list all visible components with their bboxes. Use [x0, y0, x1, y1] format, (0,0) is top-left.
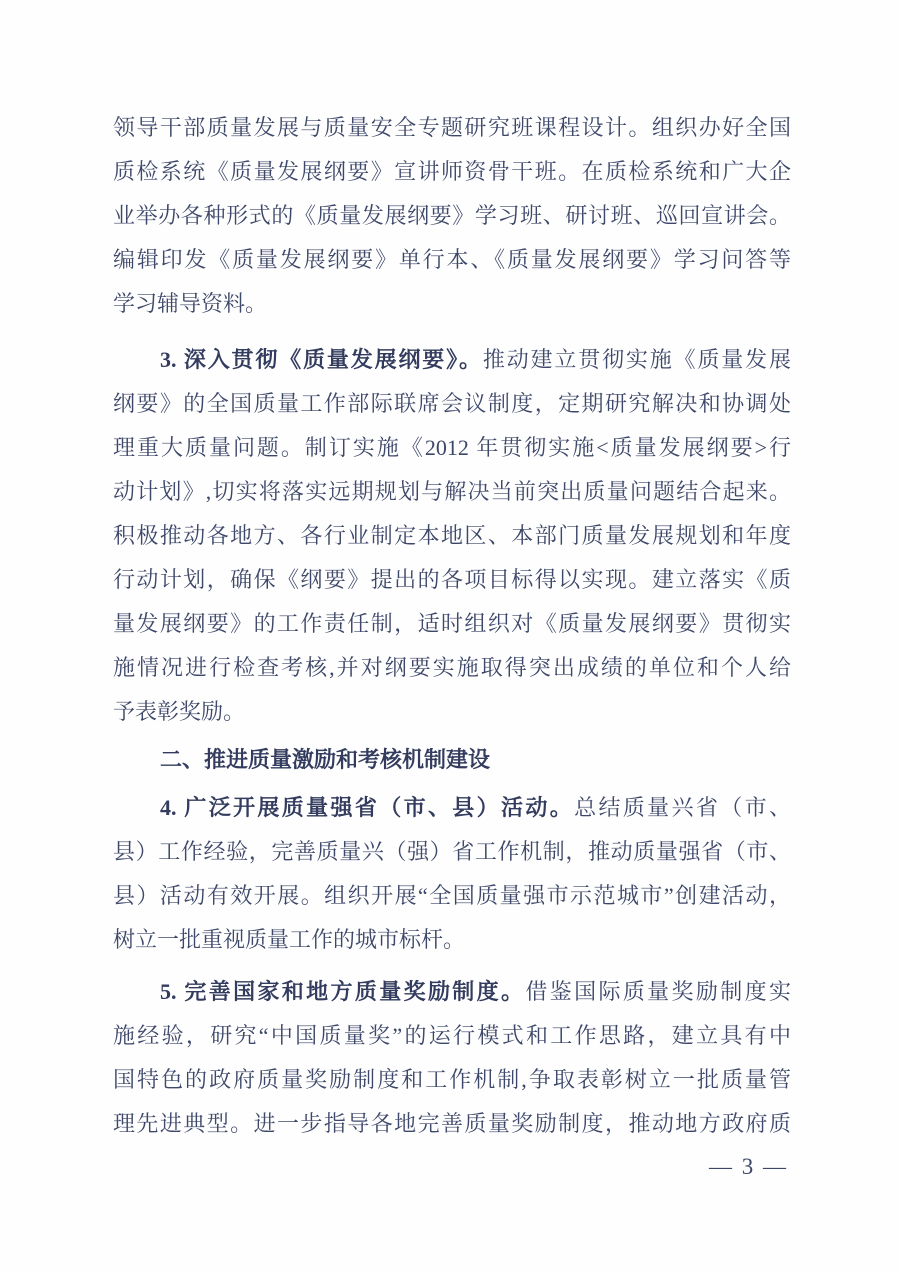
line-text: 质检系统《质量发展纲要》宣讲师资骨干班。在质检系统和广大企 — [113, 159, 791, 184]
line-text: 借鉴国际质量奖励制度实 — [525, 979, 791, 1004]
line-bold-text: 4. 广泛开展质量强省（市、县）活动。 — [160, 795, 575, 820]
line-text: 学习辅导资料。 — [113, 291, 268, 316]
document-line — [113, 106, 791, 150]
document-line — [113, 338, 791, 382]
document-line — [113, 514, 791, 558]
document-line — [113, 786, 791, 830]
line-text: 行动计划，确保《纲要》提出的各项目标得以实现。建立落实《质 — [113, 567, 791, 592]
line-text: 国特色的政府质量奖励制度和工作机制,争取表彰树立一批质量管 — [113, 1067, 791, 1092]
line-text: 理先进典型。进一步指导各地完善质量奖励制度，推动地方政府质 — [113, 1111, 791, 1136]
document-line — [113, 470, 791, 514]
document-line — [113, 690, 791, 734]
line-bold-text: 5. 完善国家和地方质量奖励制度。 — [160, 979, 526, 1004]
document-line — [113, 874, 791, 918]
line-text: 推动建立贯彻实施《质量发展 — [482, 347, 791, 372]
text-column — [113, 106, 791, 1146]
document-line — [113, 238, 791, 282]
line-text: 树立一批重视质量工作的城市标杆。 — [113, 927, 466, 952]
document-line — [113, 602, 791, 646]
document-line — [113, 738, 791, 782]
document-line — [113, 970, 791, 1014]
line-text: 予表彰奖励。 — [113, 699, 246, 724]
line-text: 纲要》的全国质量工作部际联席会议制度，定期研究解决和协调处 — [113, 391, 791, 416]
document-line — [113, 1014, 791, 1058]
document-line — [113, 426, 791, 470]
line-text: 理重大质量问题。制订实施《2012 年贯彻实施<质量发展纲要>行 — [113, 435, 791, 460]
line-text: 总结质量兴省（市、 — [574, 795, 791, 820]
line-text: 业举办各种形式的《质量发展纲要》学习班、研讨班、巡回宣讲会。 — [113, 203, 791, 228]
document-line — [113, 282, 791, 326]
line-bold-text: 二、推进质量激励和考核机制建设 — [160, 747, 491, 772]
document-line — [113, 646, 791, 690]
line-text: 量发展纲要》的工作责任制，适时组织对《质量发展纲要》贯彻实 — [113, 611, 791, 636]
line-text: 积极推动各地方、各行业制定本地区、本部门质量发展规划和年度 — [113, 523, 791, 548]
document-line — [113, 558, 791, 602]
document-line — [113, 150, 791, 194]
line-bold-text: 3. 深入贯彻《质量发展纲要》。 — [160, 347, 483, 372]
line-text: 县）工作经验，完善质量兴（强）省工作机制，推动质量强省（市、 — [113, 839, 791, 864]
document-line — [113, 194, 791, 238]
document-line — [113, 918, 791, 962]
line-text: 领导干部质量发展与质量安全专题研究班课程设计。组织办好全国 — [113, 115, 791, 140]
line-text: 编辑印发《质量发展纲要》单行本、《质量发展纲要》学习问答等 — [113, 247, 791, 272]
line-text: 施经验，研究“中国质量奖”的运行模式和工作思路，建立具有中 — [113, 1023, 791, 1048]
document-line — [113, 382, 791, 426]
document-line — [113, 1058, 791, 1102]
document-line — [113, 830, 791, 874]
page-number: — 3 — — [709, 1154, 788, 1179]
document-line — [113, 1102, 791, 1146]
line-text: 施情况进行检查考核,并对纲要实施取得突出成绩的单位和个人给 — [113, 655, 791, 680]
line-text: 动计划》,切实将落实远期规划与解决当前突出质量问题结合起来。 — [113, 479, 791, 504]
line-text: 县）活动有效开展。组织开展“全国质量强市示范城市”创建活动， — [113, 883, 791, 908]
